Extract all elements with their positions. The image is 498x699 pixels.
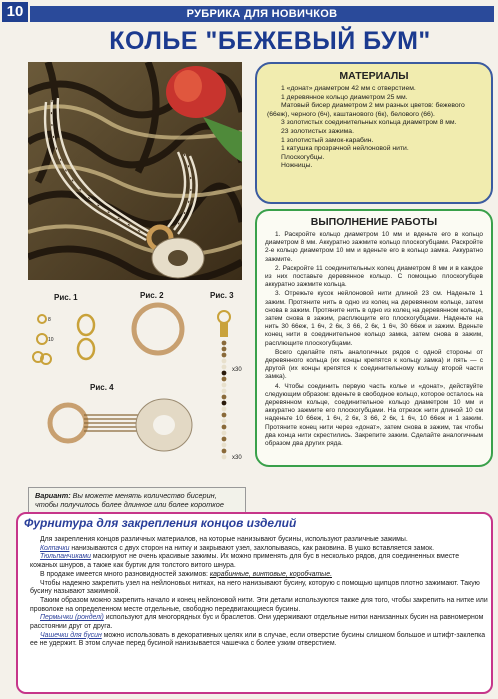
fig2-label: Рис. 2 (140, 291, 164, 300)
material-line: 1 «донат» диаметром 42 мм с отверстием. (281, 85, 416, 92)
fittings-paragraph: Для закрепления концов различных материалов, на которые нанизывают бусины, используют различные зажимы. (40, 536, 408, 543)
fig1-label: Рис. 1 (54, 293, 78, 302)
fittings-text: нанизываются с двух сторон на нитку и закрывают узел, захлопываясь, как раковина. В ушко вставляется замок. (69, 544, 434, 552)
material-line: 23 золотистых зажима. (281, 127, 354, 135)
fittings-text: маскируют не очень красивые зажимы. Их можно применять для бус в несколько рядов, для соединенных вместе кожаных шнуров, а также как буртик для толстого витого шнура. (30, 553, 460, 570)
instruction-paragraph: 3. Отрежьте кусок нейлоновой нити длиной 23 см. Наденьте 1 зажим. Протяните нить в одно из колец на деревянном кольце, затем снова в зажим. Протяните нить в одно из колец на деревянном кольце, затем снова в зажим, расплющите его плоскогубцами. Наденьте на нить 30 66еж, 1 6ч, 2 6к, 3 66, 2 6к, 1 6ч, 30 66еж и зажим. Вденьте конец нити в соединительное кольцо замка, затем снова в зажим, расплющите плоскогубцами. (265, 290, 483, 347)
figures-area (28, 287, 250, 467)
instructions-box (255, 209, 493, 467)
rubric-banner: РУБРИКА ДЛЯ НОВИЧКОВ (30, 6, 494, 22)
term-caps: Колпачки (40, 544, 70, 552)
x30-label: х30 (232, 367, 242, 373)
fig4-label: Рис. 4 (90, 383, 114, 392)
page-number: 10 (2, 2, 28, 22)
fittings-paragraph (30, 571, 488, 580)
material-line: 3 золотистых соединительных кольца диаметром 8 мм. (281, 119, 457, 127)
fittings-paragraph (30, 614, 488, 631)
material-line: Плоскогубцы. (281, 153, 325, 161)
fittings-text: можно использовать в декоративных целях или в случае, если отверстие бусины слишком большое и штифт-заклепка ее не удержит. В этом случае перед бусиной нанизывается чашечка с более узким отверстием. (30, 631, 486, 648)
fittings-paragraph: Таким образом можно закрепить начало и конец нейлоновой нити. Эти детали используются также для того, чтобы закрепить на нитке или проволоке на определенном месте отдельные, свободно передвигающиеся бусины. (30, 596, 488, 613)
instruction-paragraph: 4. Чтобы соединить первую часть колье и «донат», действуйте следующим образом: вденьте в свободное кольцо, которое осталось на деревянном кольце, соединительное кольцо диаметром 10 мм и аккуратно зажмите его плоскогубцами. На отрезок нити длиной 10 см наденьте 10 66еж, 1 6ч, 2 6к, 3 66, 2 6к, 1 6ч, 10 66еж и 1 зажим. Протяните конец нити через «донат», затем снова в зажим, так чтобы два конца нити скрестились. Закрепите зажим. Сделайте аналогичным образом два других ряда. (265, 382, 483, 448)
fittings-paragraph: Чтобы надежно закрепить узел на нейлоновых нитках, на него нанизывают бусину, которую с помощью щипцов плотно зажимают. Такую бусину называют зажимной. (30, 579, 480, 596)
term-spacers: Пермычки (ронделі) (40, 614, 104, 622)
necklace-photo (28, 62, 242, 280)
fig3-label: Рис. 3 (210, 291, 234, 300)
fittings-paragraph (30, 632, 488, 649)
material-line: 1 деревянное кольцо диаметром 25 мм. (281, 93, 408, 101)
size-8-label: 8 (48, 317, 51, 323)
material-line: 1 золотистый замок-карабин. (281, 136, 374, 144)
material-line: 1 катушка прозрачной нейлоновой нити. (281, 145, 409, 153)
fittings-paragraph (30, 553, 488, 570)
fittings-section (16, 512, 493, 694)
term-tulips: Тюльпанчиками (40, 553, 91, 561)
material-line: Матовый бисер диаметром 2 мм разных цветов: бежевого (66еж), черного (6ч), каштанового (6к), белового (66). (267, 102, 465, 118)
fittings-text: В продаже имеется много разновидностей зажимов: (40, 570, 210, 578)
variant-text: Вы можете менять количество бисерин, чтобы получилось более длинное или более короткое (35, 491, 224, 509)
term-bead-caps: Чашечки для бусин (40, 631, 102, 639)
variant-label: Вариант: (35, 491, 71, 500)
materials-heading: МАТЕРИАЛЫ (339, 70, 409, 82)
instructions-heading: ВЫПОЛНЕНИЕ РАБОТЫ (310, 216, 438, 228)
instruction-paragraph: Всего сделайте пять аналогичных рядов с одной стороны от деревянного кольца (их концы крепятся к кольцу замка) и пять — с другой (их концы крепятся к соединительному кольцу второй части замка). (265, 348, 483, 381)
materials-box (255, 62, 493, 204)
fittings-heading: Фурнитура для закрепления концов изделий (24, 516, 297, 530)
instruction-paragraph: 1. Раскройте кольцо диаметром 10 мм и вденьте его в кольцо диаметром 8 мм. Аккуратно зажмите кольцо плоскогубцами. Раскройте 2-е кольцо диаметром 10 мм и вденьте его в кольцо замка. Аккуратно зажмите. (265, 231, 483, 263)
page-title: КОЛЬЕ "БЕЖЕВЫЙ БУМ" (109, 27, 431, 55)
instruction-paragraph: 2. Раскройте 11 соединительных колец диаметром 8 мм и в каждое из них поставьте деревянное кольцо. С помощью плоскогубцев аккуратно зажмите кольца. (265, 264, 483, 289)
material-line: Ножницы. (281, 162, 313, 170)
fittings-text: используют для многорядных бус и браслетов. Они удерживают отдельные нитки нанизанных бусин на равномерном расстоянии друг от друга. (30, 614, 484, 631)
size-10-label: 10 (48, 337, 54, 343)
figure-drawings (28, 287, 250, 467)
x30-label-2: х30 (232, 455, 242, 461)
term-clasps: карабинные, винтовые, коробчатые. (209, 570, 332, 578)
